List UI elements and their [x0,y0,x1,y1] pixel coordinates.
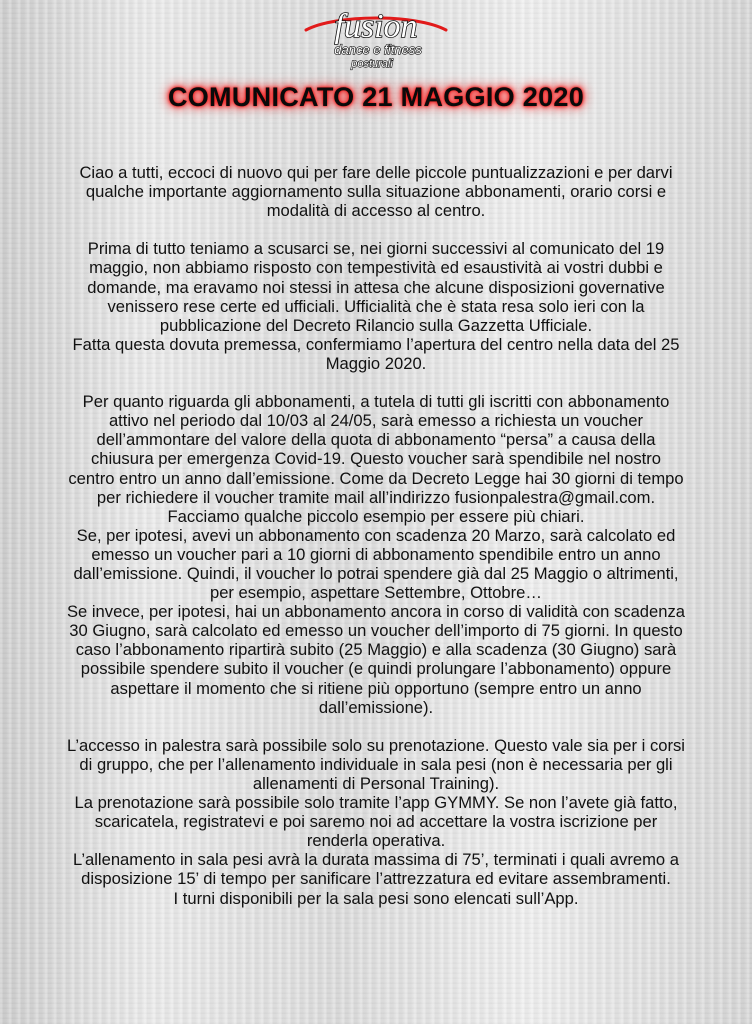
brand-logo [0,4,752,72]
logo-tagline: dance e fitness [334,42,422,57]
logo-tagline-sub: posturali [351,58,393,70]
logo-wordmark: fusion [334,8,418,45]
fusion-logo-graphic [296,4,456,72]
announcement-body [14,163,738,908]
paragraph-apology: Prima di tutto teniamo a scusarci se, nei giorni successivi al comunicato del 19 maggio, non abbiamo risposto con tempestività ed esaustività ai vostri dubbi e domande, ma eravamo noi stessi in attesa che alcune disposizioni governative venissero rese certe ed ufficiali. Ufficialità che è stata resa solo ieri con la pubblicazione del Decreto Rilancio sulla Gazzetta Ufficiale. Fatta questa dovuta premessa, confermiamo l’apertura del centro nella data del 25 Maggio 2020. [72,239,680,373]
paragraph-intro: Ciao a tutti, eccoci di nuovo qui per fare delle piccole puntualizzazioni e per darvi qualche importante aggiornamento sulla situazione abbonamenti, orario corsi e modalità di accesso al centro. [79,163,673,221]
paragraph-subscriptions: Per quanto riguarda gli abbonamenti, a tutela di tutti gli iscritti con abbonamento attivo nel periodo dal 10/03 al 24/05, sarà emesso a richiesta un voucher dell’ammontare del valore della quota di abbonamento “persa” a causa della chiusura per emergenza Covid-19. Questo voucher sarà spendibile nel nostro centro entro un anno dall’emissione. Come da Decreto Legge hai 30 giorni di tempo per richiedere il voucher tramite mail all’indirizzo fusionpalestra@gmail.com. Facciamo qualche piccolo esempio per essere più chiari. Se, per ipotesi, avevi un abbonamento con scadenza 20 Marzo, sarà calcolato ed emesso un voucher pari a 10 giorni di abbonamento spendibile entro un anno dall’emissione. Quindi, il voucher lo potrai spendere già dal 25 Maggio o altrimenti, per esempio, aspettare Settembre, Ottobre… Se invece, per ipotesi, hai un abbonamento ancora in corso di validità con scadenza 30 Giugno, sarà calcolato ed emesso un voucher dell’importo di 75 giorni. In questo caso l’abbonamento ripartirà subito (25 Maggio) e alla scadenza (30 Giugno) sarà possibile spendere subito il voucher (e quindi prolungare l’abbonamento) oppure aspettare il momento che si ritiene più opportuno (sempre entro un anno dall’emissione). [66,392,686,717]
paragraph-access: L’accesso in palestra sarà possibile solo su prenotazione. Questo vale sia per i corsi di gruppo, che per l’allenamento individuale in sala pesi (non è necessaria per gli allenamenti di Personal Training). La prenotazione sarà possibile solo tramite l’app GYMMY. Se non l’avete già fatto, scaricatela, registratevi e poi saremo noi ad accettare la vostra iscrizione per renderla operativa. L’allenamento in sala pesi avrà la durata massima di 75’, terminati i quali avremo a disposizione 15’ di tempo per sanificare l’attrezzatura ed evitare assembramenti. I turni disponibili per la sala pesi sono elencati sull’App. [67,735,685,908]
page-title: COMUNICATO 21 MAGGIO 2020 [167,82,585,112]
